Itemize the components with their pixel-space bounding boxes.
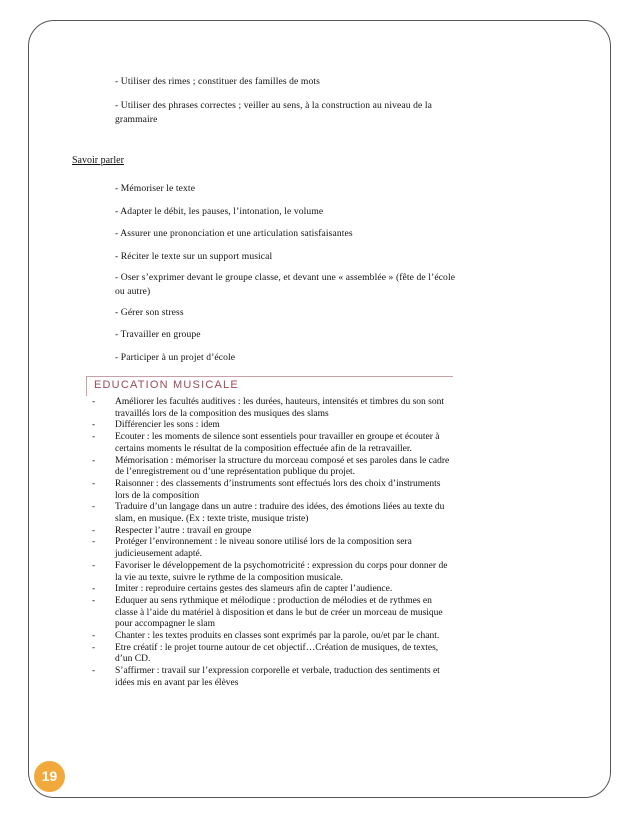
bullet-dash: - [92, 397, 96, 407]
rimes-item: - Utiliser des rimes ; constituer des familles de mots [115, 76, 320, 87]
list-item [92, 479, 452, 502]
list-item [92, 526, 452, 538]
list-item-text: Mémorisation : mémoriser la structure du morceau composé et ses paroles dans le cadre de l’enregistrement ou d’une représentation publique du projet. [115, 455, 450, 478]
music-skills-list [92, 397, 452, 690]
music-section-header [86, 376, 453, 396]
list-item [92, 456, 452, 479]
list-item-text: Favoriser le développement de la psychomotricité : expression du corps pour donner de la vie au texte, suivre le rythme de la composition musicale. [115, 560, 448, 583]
bullet-dash: - [92, 420, 96, 431]
bullet-dash: - [92, 455, 96, 466]
list-item-text: Respecter l’autre : travail en groupe [115, 525, 252, 536]
bullet-dash: - [92, 432, 96, 443]
list-item-text: Traduire d’un langage dans un autre : traduire des idées, des émotions liées au texte du slam, en musique. (Ex : texte triste, musique triste) [115, 502, 445, 525]
speaking-item: - Adapter le débit, les pauses, l’intonation, le volume [115, 206, 324, 217]
list-item [92, 561, 452, 584]
list-item [92, 537, 452, 560]
list-item [92, 397, 452, 420]
speaking-item: - Participer à un projet d’école [115, 352, 236, 363]
list-item-text: S’affirmer : travail sur l’expression corporelle et verbale, traduction des sentiments et idées mis en avant par les élèves [115, 666, 440, 688]
bullet-dash: - [92, 584, 96, 595]
list-item-text: Eduquer au sens rythmique et mélodique : production de mélodies et de rythmes en classe à l’aide du matériel à disposition et dans le but de créer un morceau de musique pour accompagner le slam [115, 595, 443, 630]
list-item-text: Chanter : les textes produits en classes sont exprimés par la parole, ou/et par le chant. [115, 631, 440, 642]
speaking-item: - Mémoriser le texte [115, 183, 196, 194]
list-item [92, 631, 452, 643]
list-item [92, 666, 452, 689]
section-heading-savoir-parler: Savoir parler [72, 155, 124, 166]
list-item [92, 643, 452, 666]
page-number-badge: 19 [34, 761, 65, 792]
speaking-item: - Assurer une prononciation et une articulation satisfaisantes [115, 228, 353, 239]
bullet-dash: - [92, 478, 96, 489]
list-item [92, 596, 452, 631]
bullet-dash: - [92, 560, 96, 571]
list-item-text: Etre créatif : le projet tourne autour de cet objectif…Création de musiques, de textes, d’un CD. [115, 642, 439, 665]
bullet-dash: - [92, 595, 96, 606]
list-item-text: Différencier les sons : idem [115, 420, 220, 431]
list-item-text: Protéger l’environnement : le niveau sonore utilisé lors de la composition sera judicieusement adapté. [115, 537, 412, 560]
list-item [92, 584, 452, 596]
list-item-text: Imiter : reproduire certains gestes des slameurs afin de capter l’audience. [115, 584, 393, 595]
bullet-dash: - [92, 666, 96, 677]
list-item [92, 420, 452, 432]
list-item-text: Améliorer les facultés auditives : les durées, hauteurs, intensités et timbres du son sont travaillés lors de la composition des musiques des slams [115, 397, 444, 419]
list-item-text: Raisonner : des classements d’instruments sont effectués lors des choix d’instruments lors de la composition [115, 478, 441, 501]
list-item [92, 432, 452, 455]
list-item [92, 502, 452, 525]
speaking-item: - Réciter le texte sur un support musical [115, 251, 273, 262]
bullet-dash: - [92, 537, 96, 548]
speaking-item: - Travailler en groupe [115, 329, 201, 340]
speaking-item: - Gérer son stress [115, 307, 184, 318]
phrases-item: - Utiliser des phrases correctes ; veiller au sens, à la construction au niveau de la grammaire [115, 100, 432, 125]
speaking-item: - Oser s’exprimer devant le groupe classe, et devant une « assemblée » (fête de l’école ou autre) [115, 272, 456, 297]
bullet-dash: - [92, 502, 96, 513]
bullet-dash: - [92, 631, 96, 642]
bullet-dash: - [92, 642, 96, 653]
music-section-title: EDUCATION MUSICALE [94, 379, 239, 391]
bullet-dash: - [92, 525, 96, 536]
list-item-text: Ecouter : les moments de silence sont essentiels pour travailler en groupe et écouter à certains moments le résultat de la composition effectuée afin de la retravailler. [115, 432, 440, 454]
